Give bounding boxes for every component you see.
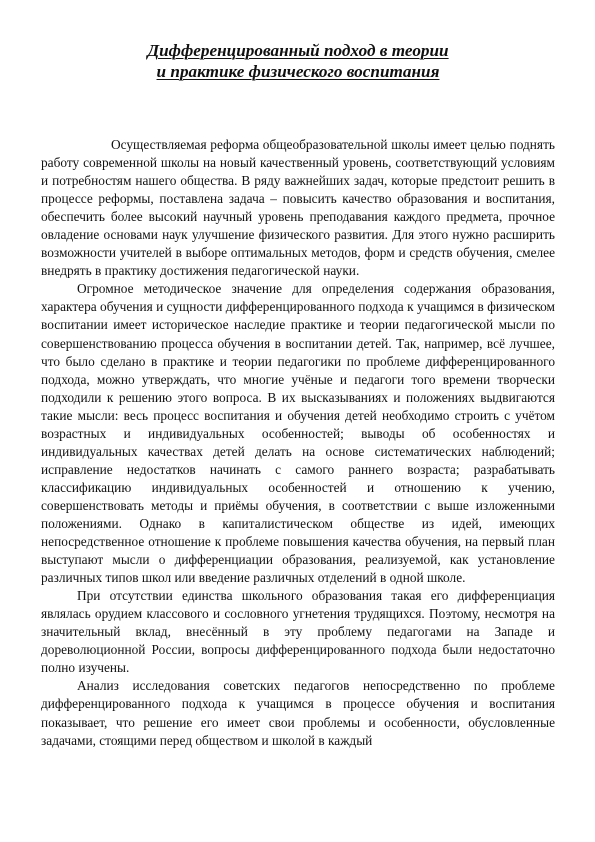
document-title-line-2: и практике физического воспитания xyxy=(156,62,440,81)
document-body xyxy=(41,136,555,750)
paragraph-2: Огромное методическое значение для определения содержания образования, характера обучения и сущности дифференцированного подхода к учащимся в физическом воспитании имеет историческое наследие практике и теории педагогической мысли по совершенствованию процесса обучения в воспитании детей. Так, например, всё лучшее, что было сделано в практике и теории педагогики по проблеме дифференцированного подхода, можно утверждать, что многие учёные и педагоги того времени творчески подходили к решению этого вопроса. В их высказываниях и положениях выдвигаются такие мысли: весь процесс воспитания и обучения детей необходимо строить с учётом возрастных и индивидуальных особенностей; выводы об особенностях и индивидуальных качествах детей делать на основе систематических наблюдений; исправление недостатков начинать с самого раннего возраста; разрабатывать классификацию индивидуальных особенностей и отношению к учению, совершенствовать методы и приёмы обучения, в соответствии с выше изложенными положениями. Однако в капиталистическом обществе из идей, имеющих непосредственное отношение к проблеме повышения качества обучения, на первый план выступают мысли о дифференциации образования, реализуемой, как установление различных типов школ или введение различных отделений в одной школе. xyxy=(41,281,555,586)
document-title-line-1: Дифференцированный подход в теории xyxy=(147,41,449,60)
document-title xyxy=(41,40,555,82)
paragraph-3: При отсутствии единства школьного образования такая его дифференциация являлась орудием классового и сословного угнетения трудящихся. Поэтому, несмотря на значительный вклад, внесённый в эту проблему педагогами на Западе и дореволюционной России, вопросы дифференцированного подхода были недостаточно полно изучены. xyxy=(41,588,555,676)
paragraph-1: Осуществляемая реформа общеобразовательной школы имеет целью поднять работу современной школы на новый качественный уровень, соответствующий условиям и потребностям нашего общества. В ряду важнейших задач, которые предстоит решить в процессе реформы, поставлена задача – повысить качество образования и воспитания, обеспечить более высокий научный уровень преподавания каждого предмета, прочное овладение основами наук улучшение физического развития. Для этого нужно расширить возможности учителей в выборе оптимальных методов, форм и средств обучения, смелее внедрять в практику достижения педагогической науки. xyxy=(41,137,555,279)
paragraph-4: Анализ исследования советских педагогов непосредственно по проблеме дифференцированного подхода к учащимся в процессе обучения и воспитания показывает, что решение его имеет свои проблемы и особенности, обусловленные задачами, стоящими перед обществом и школой в каждый xyxy=(41,678,555,748)
